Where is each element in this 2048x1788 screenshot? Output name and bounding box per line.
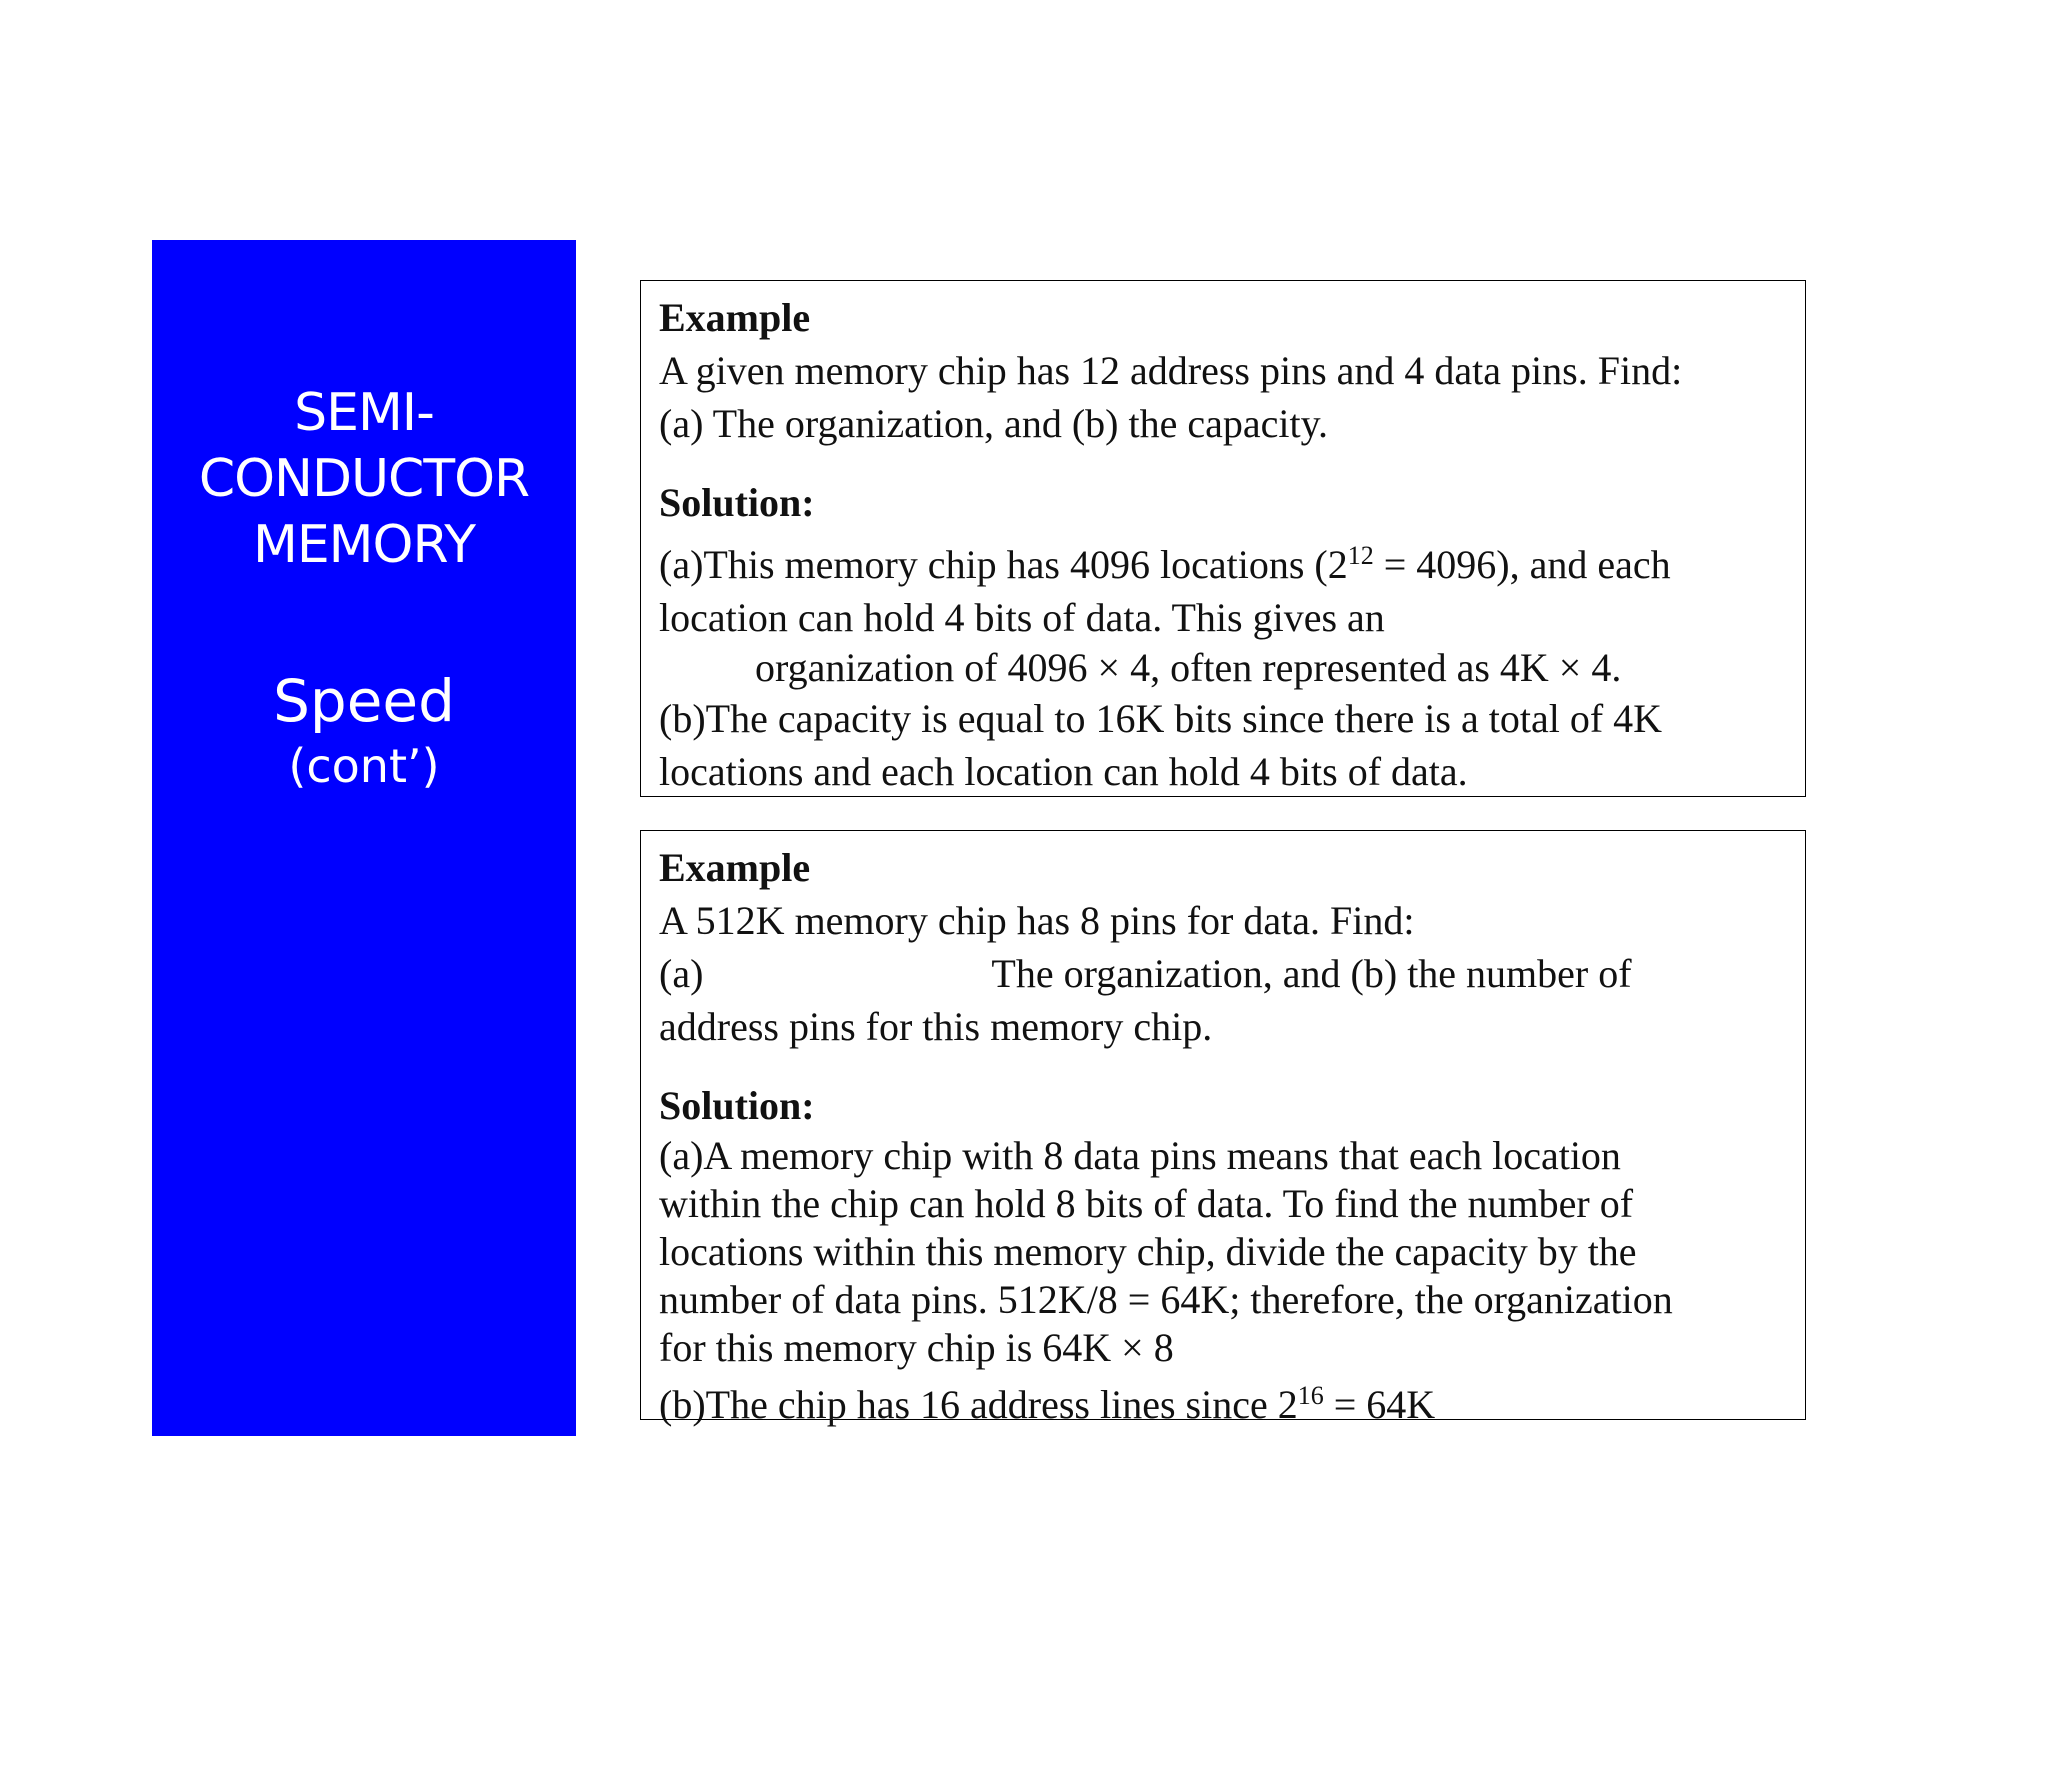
slide-title xyxy=(152,380,576,578)
example-1-problem-line-1: A given memory chip has 12 address pins and 4 data pins. Find: xyxy=(659,348,1683,393)
problem-a-label: (a) xyxy=(659,951,704,996)
example-2-solution-a-line-4: number of data pins. 512K/8 = 64K; therefore, the organization xyxy=(659,1277,1673,1322)
example-1-solution-a-line-1 xyxy=(659,529,1789,591)
example-2-solution-a-line-3: locations within this memory chip, divide the capacity by the xyxy=(659,1229,1637,1274)
title-line-3: MEMORY xyxy=(252,515,476,575)
solution-b-text-end: = 64K xyxy=(1323,1382,1436,1427)
sidebar-title-panel xyxy=(152,240,576,1436)
solution-b-text: (b)The chip has 16 address lines since 2 xyxy=(659,1382,1298,1427)
example-2-problem-line-3: address pins for this memory chip. xyxy=(659,1004,1213,1049)
example-2-solution-heading: Solution: xyxy=(659,1083,815,1128)
example-1-solution-a-line-2: location can hold 4 bits of data. This gives an xyxy=(659,595,1385,640)
example-2-solution-a-line-5: for this memory chip is 64K × 8 xyxy=(659,1325,1174,1370)
solution-a-text-end: = 4096), and each xyxy=(1373,542,1671,587)
slide-subtitle xyxy=(152,664,576,794)
example-box-1 xyxy=(640,280,1806,797)
example-2-solution-b-line xyxy=(659,1372,1789,1429)
example-1-solution-a-line-3: organization of 4096 × 4, often represented as 4K × 4. xyxy=(755,645,1622,690)
exponent-16: 16 xyxy=(1297,1381,1324,1410)
subtitle-speed: Speed xyxy=(273,667,455,735)
example-2-problem-line-1: A 512K memory chip has 8 pins for data. Find: xyxy=(659,898,1415,943)
example-1-heading: Example xyxy=(659,295,811,340)
title-line-1: SEMI- xyxy=(294,383,434,443)
example-2-heading: Example xyxy=(659,845,811,890)
example-2-problem-line-2 xyxy=(659,947,1789,1000)
title-line-2: CONDUCTOR xyxy=(198,449,530,509)
solution-a-text: (a)This memory chip has 4096 locations (2 xyxy=(659,542,1348,587)
problem-a-text: The organization, and (b) the number of xyxy=(991,951,1632,996)
example-1-solution-heading: Solution: xyxy=(659,480,815,525)
example-box-2 xyxy=(640,830,1806,1427)
exponent-12: 12 xyxy=(1347,541,1374,570)
example-1-problem-line-2: (a) The organization, and (b) the capacity. xyxy=(659,401,1328,446)
example-2-solution-a-line-1: (a)A memory chip with 8 data pins means that each location xyxy=(659,1133,1621,1178)
subtitle-cont: (cont’) xyxy=(288,739,440,793)
example-1-solution-b-line-1: (b)The capacity is equal to 16K bits since there is a total of 4K xyxy=(659,696,1663,741)
example-1-solution-b-line-2: locations and each location can hold 4 bits of data. xyxy=(659,749,1468,794)
example-2-solution-a-line-2: within the chip can hold 8 bits of data. To find the number of xyxy=(659,1181,1634,1226)
